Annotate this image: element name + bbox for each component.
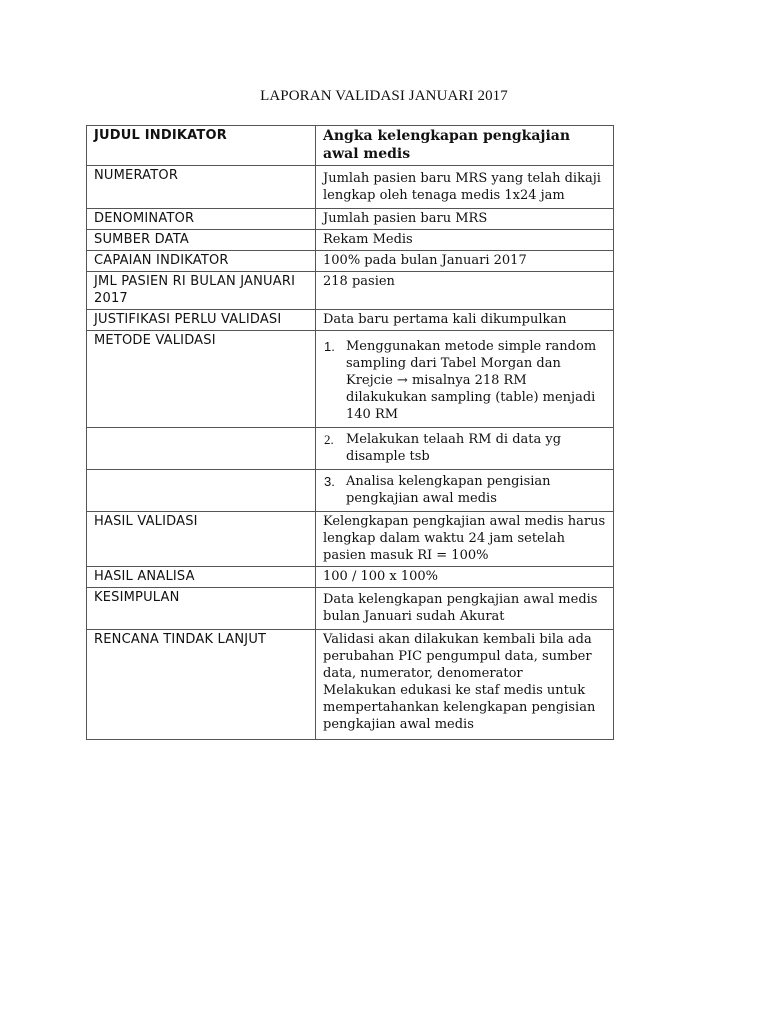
numerator-value: Jumlah pasien baru MRS yang telah dikaji lengkap oleh tenaga medis 1x24 jam [316, 166, 614, 209]
rencana-tindak-lanjut-label: RENCANA TINDAK LANJUT [87, 630, 316, 740]
metode-item-text: Analisa kelengkapan pengisian pengkajian awal medis [346, 474, 551, 506]
empty-label-cell [87, 470, 316, 512]
rencana-tindak-lanjut-value [316, 630, 614, 740]
numerator-label: NUMERATOR [87, 166, 316, 209]
kesimpulan-label: KESIMPULAN [87, 588, 316, 630]
justifikasi-label: JUSTIFIKASI PERLU VALIDASI [87, 310, 316, 331]
metode-item-text: Menggunakan metode simple random sampling dari Tabel Morgan dan Krejcie → misalnya 218 RM dilakukukan sampling (table) menjadi 140 RM [346, 339, 597, 422]
hasil-validasi-label: HASIL VALIDASI [87, 512, 316, 567]
capaian-indikator-label: CAPAIAN INDIKATOR [87, 251, 316, 272]
kesimpulan-value: Data kelengkapan pengkajian awal medis bulan Januari sudah Akurat [316, 588, 614, 630]
validation-report-table [86, 125, 614, 740]
table-row-judul [87, 126, 614, 166]
table-row-hasil-validasi [87, 512, 614, 567]
jml-pasien-label: JML PASIEN RI BULAN JANUARI 2017 [87, 272, 316, 310]
metode-item-text: Melakukan telaah RM di data yg disample tsb [346, 432, 562, 464]
table-row-metode-1 [87, 331, 614, 428]
sumber-data-value: Rekam Medis [316, 230, 614, 251]
table-row-metode-3 [87, 470, 614, 512]
metode-item-2-cell [316, 428, 614, 470]
table-row-capaian [87, 251, 614, 272]
table-row-metode-2 [87, 428, 614, 470]
denominator-value: Jumlah pasien baru MRS [316, 209, 614, 230]
table-row-denominator [87, 209, 614, 230]
table-row-justifikasi [87, 310, 614, 331]
hasil-analisa-value: 100 / 100 x 100% [316, 567, 614, 588]
metode-item-number: 2. [324, 432, 334, 447]
metode-item-3-cell [316, 470, 614, 512]
table-row-sumber [87, 230, 614, 251]
metode-list-item [323, 332, 607, 425]
table-row-jml-pasien [87, 272, 614, 310]
table-row-rencana-tindak-lanjut [87, 630, 614, 740]
metode-list-item [323, 429, 607, 467]
table-row-hasil-analisa [87, 567, 614, 588]
metode-list-item [323, 471, 607, 509]
sumber-data-label: SUMBER DATA [87, 230, 316, 251]
metode-item-number: 3. [324, 474, 335, 489]
metode-item-number: 1. [324, 339, 335, 354]
metode-validasi-label: METODE VALIDASI [87, 331, 316, 428]
judul-indikator-value: Angka kelengkapan pengkajian awal medis [316, 126, 614, 166]
document-title: LAPORAN VALIDASI JANUARI 2017 [260, 88, 508, 104]
denominator-label: DENOMINATOR [87, 209, 316, 230]
empty-label-cell [87, 428, 316, 470]
rtl-line-1: Validasi akan dilakukan kembali bila ada perubahan PIC pengumpul data, sumber data, numerator, denomerator [323, 632, 592, 681]
rtl-line-2: Melakukan edukasi ke staf medis untuk mempertahankan kelengkapan pengisian pengkajian awal medis [323, 683, 596, 732]
metode-item-1-cell [316, 331, 614, 428]
table-row-numerator [87, 166, 614, 209]
hasil-analisa-label: HASIL ANALISA [87, 567, 316, 588]
jml-pasien-value: 218 pasien [316, 272, 614, 310]
judul-indikator-label: JUDUL INDIKATOR [87, 126, 316, 166]
capaian-indikator-value: 100% pada bulan Januari 2017 [316, 251, 614, 272]
hasil-validasi-value: Kelengkapan pengkajian awal medis harus lengkap dalam waktu 24 jam setelah pasien masuk RI = 100% [316, 512, 614, 567]
justifikasi-value: Data baru pertama kali dikumpulkan [316, 310, 614, 331]
table-row-kesimpulan [87, 588, 614, 630]
